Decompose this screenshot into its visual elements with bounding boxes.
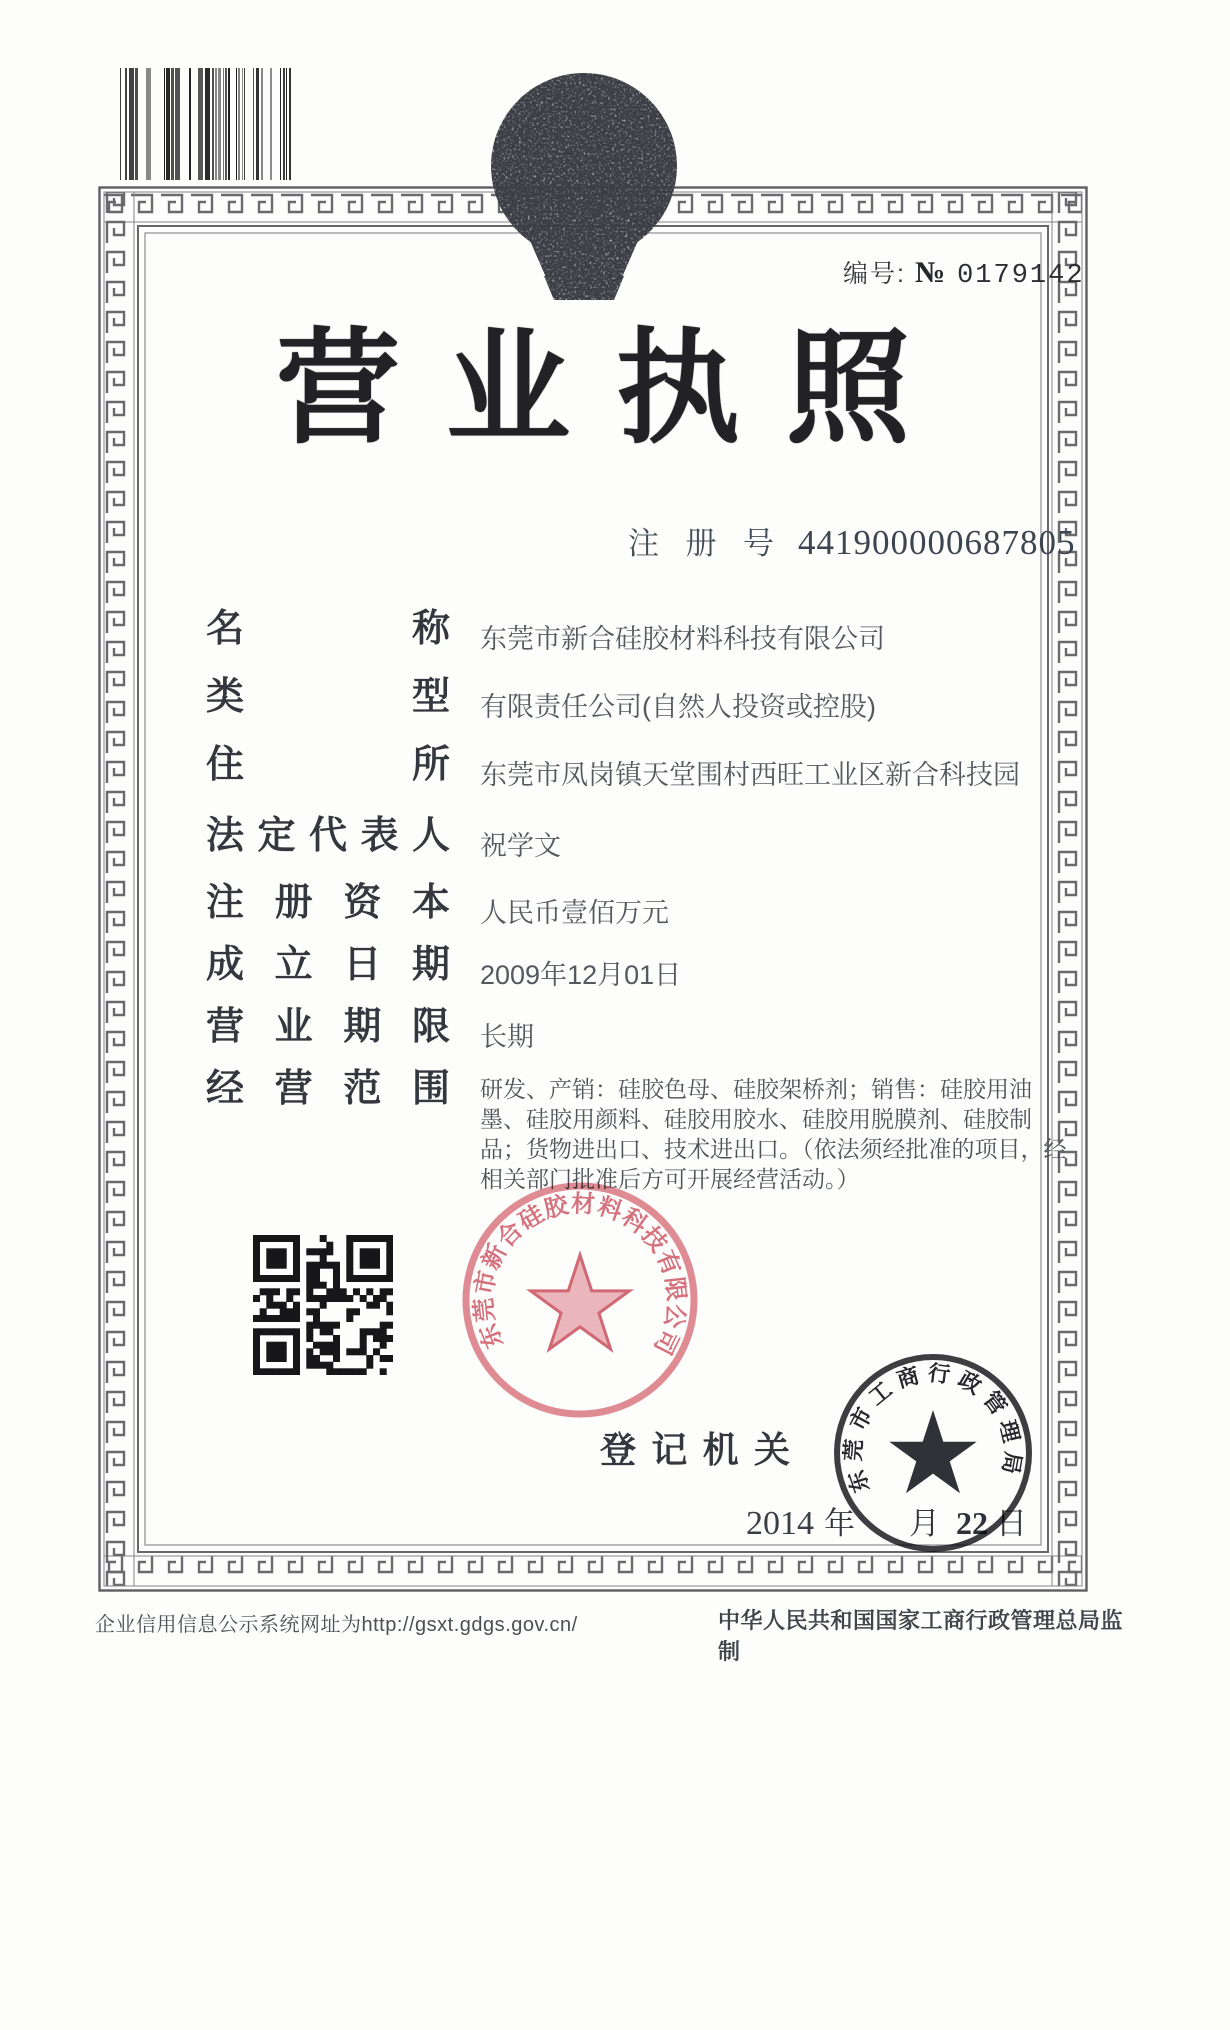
company-seal-star <box>531 1255 630 1349</box>
authority-stamp-star <box>889 1410 976 1493</box>
authority-stamp-text: 东莞市工商行政管理局 <box>840 1359 1027 1496</box>
field-label: 住所 <box>206 744 450 786</box>
title-char: 业 <box>445 320 570 458</box>
field-value: 人民币壹佰万元 <box>480 898 669 928</box>
registration-number-value: 441900000687805 <box>798 523 1076 562</box>
national-emblem <box>468 60 700 310</box>
field-label: 注册资本 <box>206 882 450 924</box>
field-row-term <box>206 1006 1086 1054</box>
field-row-legal-rep <box>206 815 1086 863</box>
field-row-name <box>206 608 1086 656</box>
title-char: 营 <box>275 320 400 458</box>
day-unit: 日 <box>996 1506 1027 1541</box>
field-label: 经营范围 <box>206 1068 450 1110</box>
barcode <box>118 66 296 184</box>
registrar-label: 登记机关 <box>600 1429 790 1470</box>
field-value: 长期 <box>480 1022 534 1052</box>
serial-number-line <box>843 254 1085 291</box>
numero-sign: № <box>914 256 946 289</box>
field-value: 研发、产销：硅胶色母、硅胶架桥剂；销售：硅胶用油墨、硅胶用颜料、硅胶用胶水、硅胶用脱膜剂、硅胶制品；货物进出口、技术进出口。（依法须经批准的项目，经相关部门批准后方可开展经营活动。） <box>480 1076 1067 1192</box>
field-value: 东莞市新合硅胶材料科技有限公司 <box>480 624 885 654</box>
field-label: 成立日期 <box>206 944 450 986</box>
qr-code <box>253 1235 393 1375</box>
footer-issuer-note: 中华人民共和国国家工商行政管理总局监制 <box>718 1608 1124 1664</box>
field-value: 东莞市凤岗镇天堂围村西旺工业区新合科技园 <box>480 760 1020 790</box>
company-seal <box>455 1175 705 1425</box>
field-row-address <box>206 744 1086 792</box>
document-title <box>98 316 1088 462</box>
field-value: 祝学文 <box>480 831 561 861</box>
registration-number-label: 注册号 <box>628 526 774 561</box>
field-label: 法定代表人 <box>206 815 450 857</box>
qr-modules <box>253 1235 393 1375</box>
registration-number-line <box>628 518 1076 563</box>
field-label: 名称 <box>206 608 450 650</box>
field-row-type <box>206 676 1086 724</box>
footer-public-info-url: 企业信用信息公示系统网址为http://gsxt.gdgs.gov.cn/ <box>95 1614 578 1636</box>
authority-stamp <box>828 1348 1038 1558</box>
title-char: 执 <box>616 320 741 458</box>
title-char: 照 <box>786 320 911 458</box>
year-unit: 年 <box>824 1506 855 1541</box>
field-value: 2009年12月01日 <box>480 960 682 990</box>
field-row-capital <box>206 882 1086 930</box>
serial-label: 编号: <box>843 260 906 288</box>
issue-day: 22 <box>956 1505 988 1541</box>
month-unit: 月 <box>909 1506 940 1541</box>
barcode-bars <box>120 68 291 180</box>
field-label: 类型 <box>206 676 450 718</box>
company-seal-text: 东莞市新合硅胶材料科技有限公司 <box>470 1190 690 1360</box>
field-label: 营业期限 <box>206 1006 450 1048</box>
field-value: 有限责任公司(自然人投资或控股) <box>480 692 876 722</box>
serial-number: 0179142 <box>957 261 1085 291</box>
field-row-established <box>206 944 1086 992</box>
issue-year: 2014 <box>746 1505 814 1542</box>
